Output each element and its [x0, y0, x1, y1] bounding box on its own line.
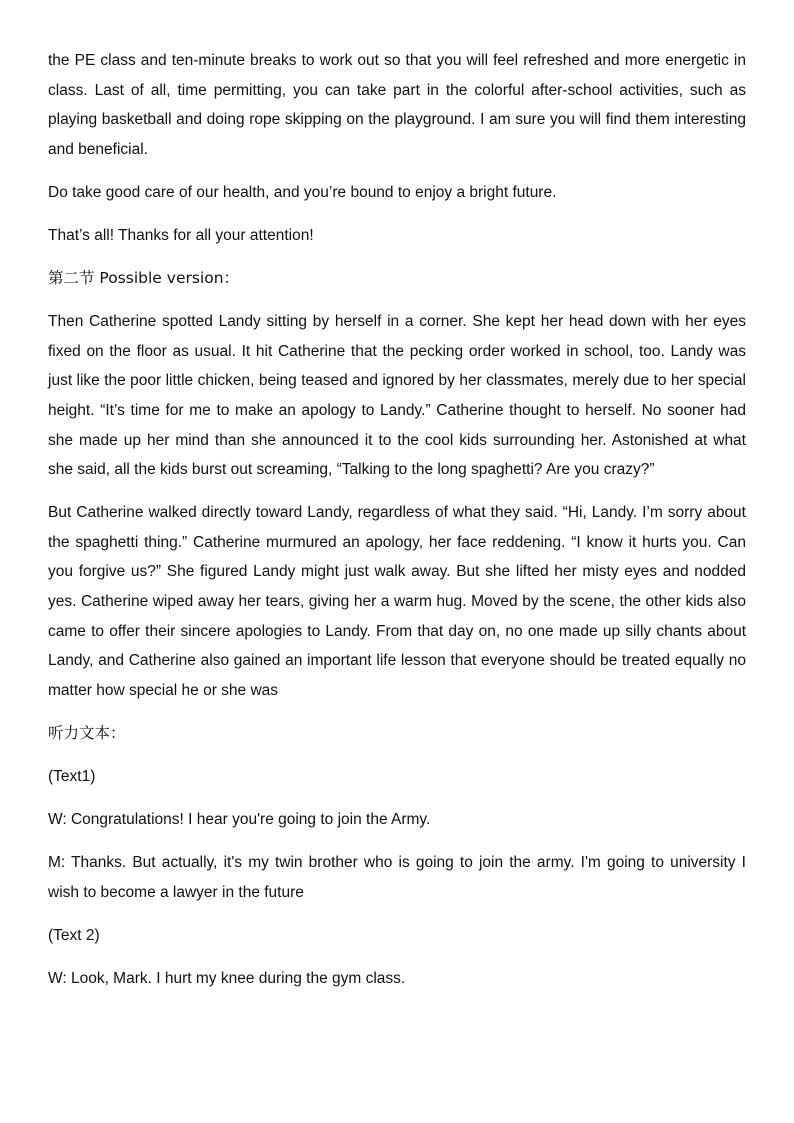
paragraph-health-advice: Do take good care of our health, and you’re bound to enjoy a bright future. [48, 183, 557, 201]
paragraph-closing: That’s all! Thanks for all your attention! [48, 226, 314, 244]
section-heading-possible-version: 第二节 Possible version： [48, 269, 240, 288]
paragraph-catherine-apology: But Catherine walked directly toward Landy, regardless of what they said. “Hi, Landy. I’m sorry about the spaghetti thing.” Catherine murmured an apology, her face reddening. “I know it hurts you. Can you forgive us?” She figured Landy might just walk away. But she lifted her misty eyes and nodded yes. Catherine wiped away her tears, giving her a warm hug. Moved by the scene, the other kids also came to offer their sincere apologies to Landy. From that day on, no one made up silly chants about Landy, and Catherine also gained an important life lesson that everyone should be treated equally no matter how special he or she was [48, 504, 746, 699]
paragraph-catherine-spots-landy: Then Catherine spotted Landy sitting by herself in a corner. She kept her head down with her eyes fixed on the floor as usual. It hit Catherine that the pecking order worked in school, too. Landy was just like the poor little chicken, being teased and ignored by her classmates, merely due to her special height. “It’s time for me to make an apology to Landy.” Catherine thought to herself. No sooner had she made up her mind than she announced it to the cool kids surrounding her. Astonished at what she said, all the kids burst out screaming, “Talking to the long spaghetti? Are you crazy?” [48, 313, 746, 479]
dialogue-line-m1: M: Thanks. But actually, it's my twin brother who is going to join the army. I'm going to university I wish to become a lawyer in the future [48, 854, 746, 901]
document-page [48, 46, 746, 1007]
paragraph-health-activities: the PE class and ten-minute breaks to work out so that you will feel refreshed and more energetic in class. Last of all, time permitting, you can take part in the colorful after-school activities, such as playing basketball and doing rope skipping on the playground. I am sure you will find them interesting and beneficial. [48, 52, 746, 158]
text2-label: (Text 2) [48, 926, 100, 944]
dialogue-line-w2: W: Look, Mark. I hurt my knee during the gym class. [48, 969, 406, 987]
text1-label: (Text1) [48, 767, 96, 785]
dialogue-line-w1: W: Congratulations! I hear you're going to join the Army. [48, 811, 431, 829]
section-heading-listening-text: 听力文本： [48, 723, 126, 742]
